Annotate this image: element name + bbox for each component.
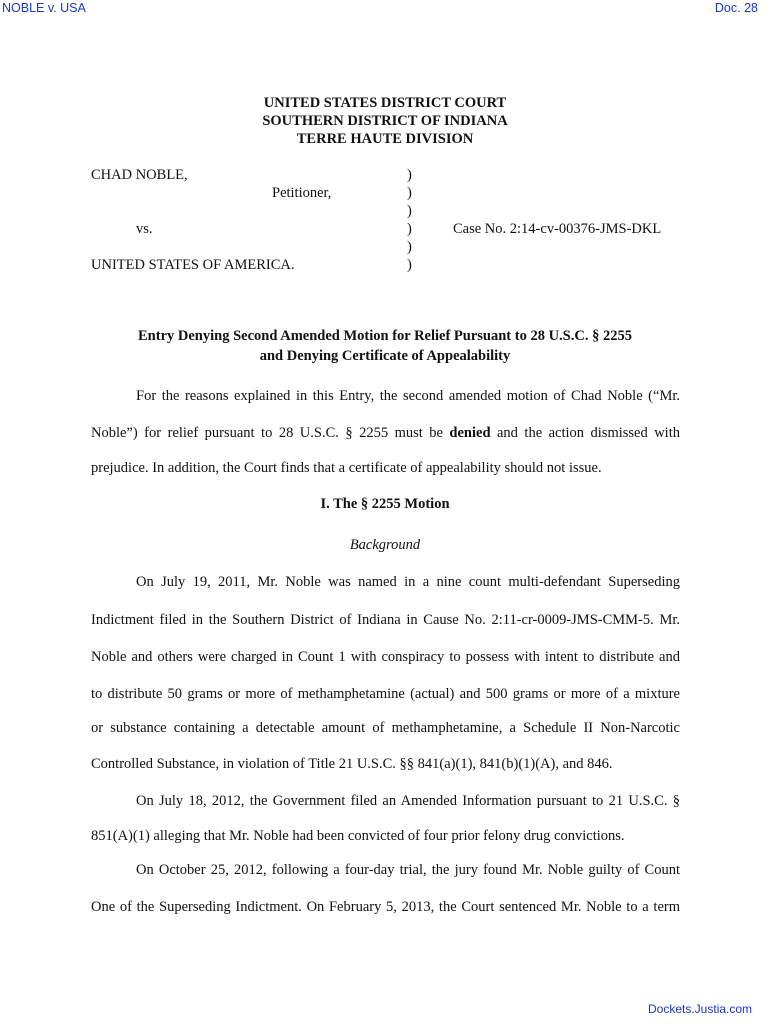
body-line: Noble and others were charged in Count 1 with conspiracy to possess with intent to distribute and	[91, 649, 680, 665]
caption-parentheses	[407, 166, 412, 274]
doc-number-link[interactable]: Doc. 28	[714, 1, 758, 15]
entry-title	[0, 326, 770, 366]
caption-paren: )	[407, 257, 412, 273]
case-number: Case No. 2:14-cv-00376-JMS-DKL	[453, 221, 662, 237]
entry-title-line: Entry Denying Second Amended Motion for Relief Pursuant to 28 U.S.C. § 2255	[138, 328, 632, 344]
intro-line: prejudice. In addition, the Court finds that a certificate of appealability should not issue.	[91, 460, 602, 476]
petitioner-role: Petitioner,	[272, 185, 332, 201]
body-line: One of the Superseding Indictment. On February 5, 2013, the Court sentenced Mr. Noble to a term	[91, 899, 680, 915]
body-line: or substance containing a detectable amount of methamphetamine, a Schedule II Non-Narcotic	[91, 720, 680, 736]
caption-paren: )	[407, 185, 412, 201]
case-title-link[interactable]: NOBLE v. USA	[2, 1, 86, 15]
intro-text: Noble”) for relief pursuant to 28 U.S.C. § 2255 must be	[91, 425, 450, 441]
caption-paren: )	[407, 221, 412, 237]
court-name: UNITED STATES DISTRICT COURT	[263, 95, 507, 111]
court-division: TERRE HAUTE DIVISION	[296, 131, 474, 147]
body-line: to distribute 50 grams or more of methamphetamine (actual) and 500 grams or more of a mixture	[91, 686, 680, 702]
intro-line	[91, 424, 680, 442]
petitioner-name: CHAD NOBLE,	[91, 167, 188, 183]
section-heading: I. The § 2255 Motion	[320, 496, 450, 512]
dockets-justia-link[interactable]: Dockets.Justia.com	[648, 1002, 753, 1016]
body-line: Controlled Substance, in violation of Title 21 U.S.C. §§ 841(a)(1), 841(b)(1)(A), and 846.	[91, 756, 613, 772]
caption-paren: )	[407, 167, 412, 183]
court-header	[0, 94, 770, 148]
caption-paren: )	[407, 203, 412, 219]
entry-title-line: and Denying Certificate of Appealability	[259, 348, 511, 364]
body-line: On July 19, 2011, Mr. Noble was named in a nine count multi-defendant Superseding	[136, 574, 680, 590]
body-line: On October 25, 2012, following a four-day trial, the jury found Mr. Noble guilty of Count	[136, 862, 680, 878]
section-subheading: Background	[349, 537, 421, 553]
body-line: Indictment filed in the Southern District of Indiana in Cause No. 2:11-cr-0009-JMS-CMM-5. Mr.	[91, 612, 680, 628]
intro-text: and the action dismissed with	[490, 425, 680, 441]
body-line: On July 18, 2012, the Government filed an Amended Information pursuant to 21 U.S.C. §	[136, 793, 680, 809]
caption-paren: )	[407, 239, 412, 255]
denied-emphasis: denied	[449, 425, 491, 441]
body-line: 851(A)(1) alleging that Mr. Noble had been convicted of four prior felony drug convictions.	[91, 828, 625, 844]
court-district: SOUTHERN DISTRICT OF INDIANA	[262, 113, 508, 129]
versus-label: vs.	[136, 221, 153, 237]
intro-line: For the reasons explained in this Entry, the second amended motion of Chad Noble (“Mr.	[136, 388, 680, 404]
respondent-name: UNITED STATES OF AMERICA.	[91, 257, 295, 273]
